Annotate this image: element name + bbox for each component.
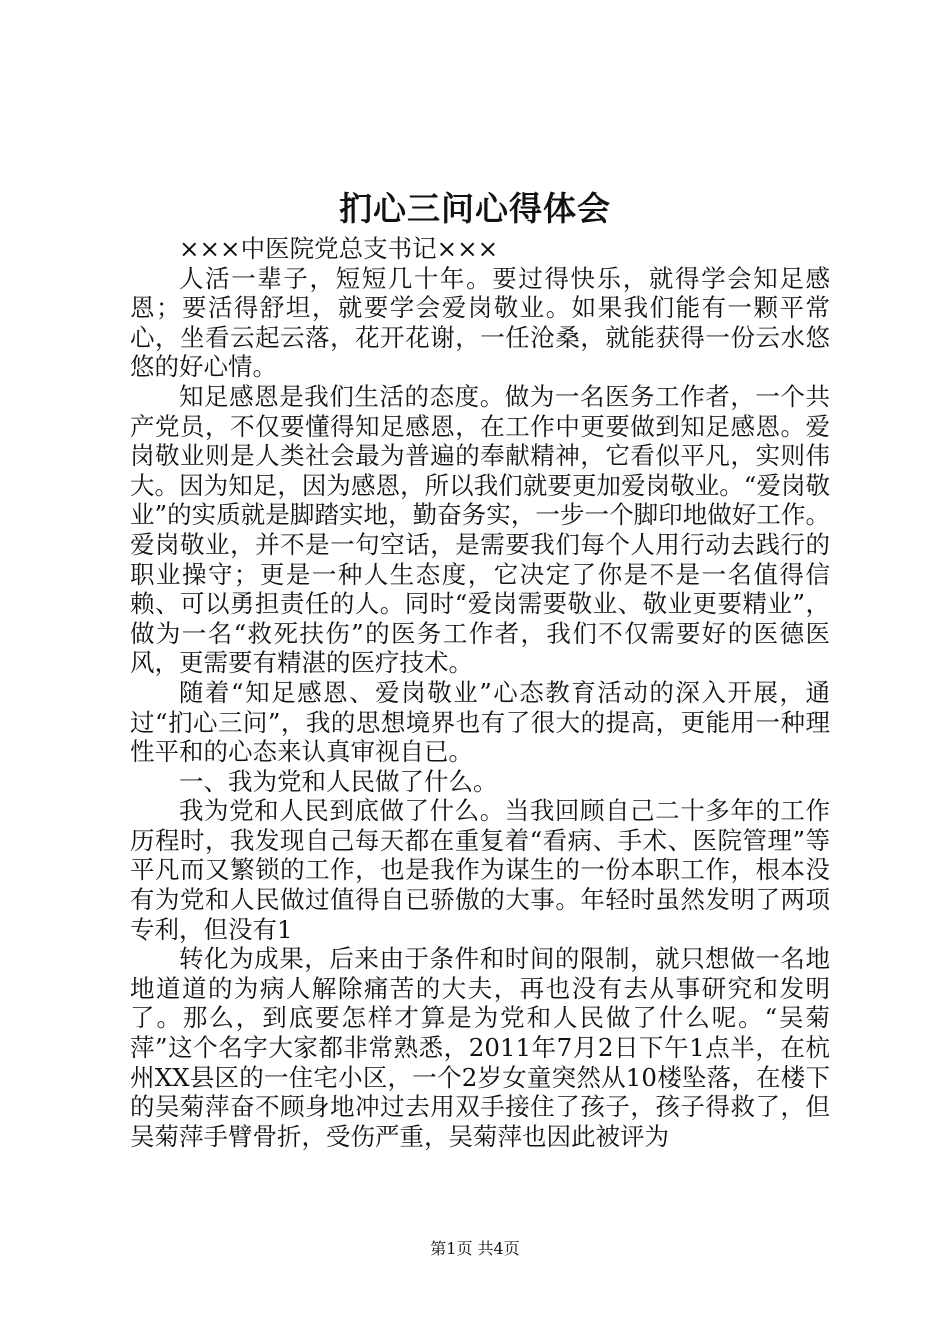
paragraph: 我为党和人民到底做了什么。当我回顾自己二十多年的工作历程时，我发现自己每天都在重复着“看病、手术、医院管理”等平凡而又繁锁的工作，也是我作为谋生的一份本职工作，根本没有为党和人民做过值得自已骄傲的大事。年轻时虽然发明了两项专利，但没有1 bbox=[130, 796, 830, 944]
paragraph: 转化为成果，后来由于条件和时间的限制，就只想做一名地地道道的为病人解除痛苦的大夫，再也没有去从事研究和发明了。那么，到底要怎样才算是为党和人民做了什么呢。“吴菊萍”这个名字大家都非常熟悉，2011年7月2日下午1点半，在杭州XX县区的一住宅小区，一个2岁女童突然从10楼坠落，在楼下的吴菊萍奋不顾身地冲过去用双手接住了孩子，孩子得救了，但吴菊萍手臂骨折，受伤严重，吴菊萍也因此被评为 bbox=[130, 944, 830, 1151]
paragraph: 随着“知足感恩、爱岗敬业”心态教育活动的深入开展，通过“扪心三问”，我的思想境界也有了很大的提高，更能用一种理性平和的心态来认真审视自已。 bbox=[130, 677, 830, 767]
page-footer: 第1页 共4页 bbox=[430, 1239, 520, 1258]
paragraph: 人活一辈子，短短几十年。要过得快乐，就得学会知足感恩；要活得舒坦，就要学会爱岗敬业。如果我们能有一颗平常心，坐看云起云落，花开花谢，一任沧桑，就能获得一份云水悠悠的好心情。 bbox=[130, 263, 830, 382]
section-heading: 一、我为党和人民做了什么。 bbox=[179, 766, 498, 796]
document-title: 扪心三问心得体会 bbox=[339, 189, 611, 228]
paragraph: 知足感恩是我们生活的态度。做为一名医务工作者，一个共产党员，不仅要懂得知足感恩，在工作中更要做到知足感恩。爱岗敬业则是人类社会最为普遍的奉献精神，它看似平凡，实则伟大。因为知足，因为感恩，所以我们就要更加爱岗敬业。“爱岗敬业”的实质就是脚踏实地，勤奋务实，一步一个脚印地做好工作。爱岗敬业，并不是一句空话，是需要我们每个人用行动去践行的职业操守；更是一种人生态度，它决定了你是不是一名值得信赖、可以勇担责任的人。同时“爱岗需要敬业、敬业更要精业”，做为一名“救死扶伤”的医务工作者，我们不仅需要好的医德医风，更需要有精湛的医疗技术。 bbox=[130, 381, 830, 678]
document-body bbox=[130, 234, 830, 1151]
author-line: ×××中医院党总支书记××× bbox=[179, 234, 499, 263]
